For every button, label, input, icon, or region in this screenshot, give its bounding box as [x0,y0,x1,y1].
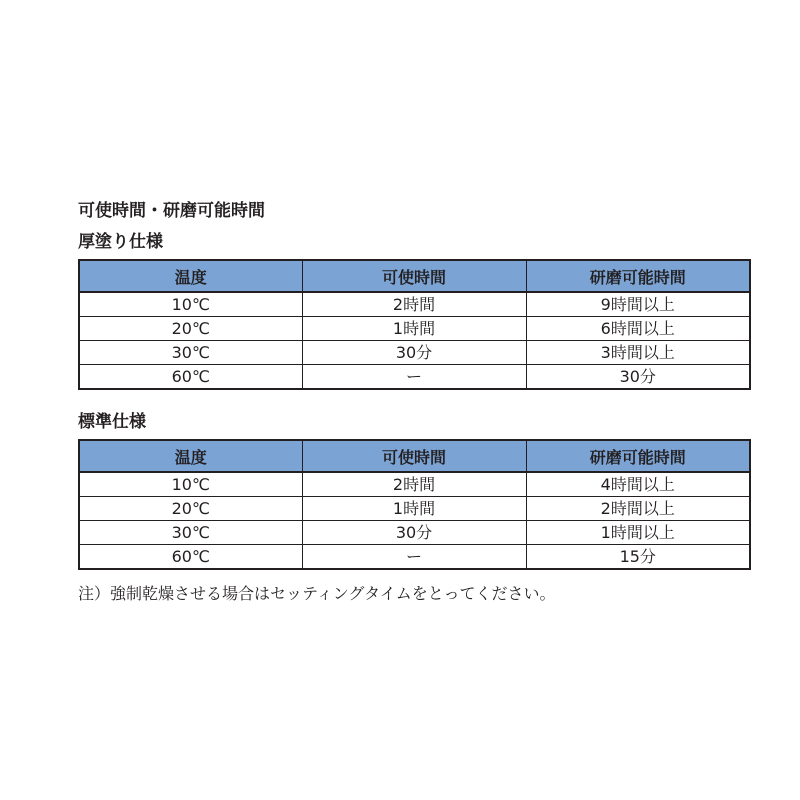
cell-temperature: 30℃ [79,341,302,365]
cell-pot-life: 1時間 [302,317,526,341]
cell-temperature: 60℃ [79,365,302,390]
cell-sandable-time: 9時間以上 [526,292,750,317]
table-header-row [79,440,750,472]
table-header-row [79,260,750,292]
table-row [79,545,750,570]
cell-pot-life: 2時間 [302,292,526,317]
table-row [79,341,750,365]
footnote: 注）強制乾燥させる場合はセッティングタイムをとってください。 [78,584,556,603]
cell-temperature: 60℃ [79,545,302,570]
cell-pot-life: 2時間 [302,472,526,497]
page-title: 可使時間・研磨可能時間 [78,201,265,221]
cell-temperature: 20℃ [79,497,302,521]
cell-sandable-time: 2時間以上 [526,497,750,521]
cell-sandable-time: 1時間以上 [526,521,750,545]
header-temperature: 温度 [79,440,302,472]
header-pot-life: 可使時間 [302,440,526,472]
table-row [79,472,750,497]
table-row [79,365,750,390]
cell-temperature: 10℃ [79,292,302,317]
cell-sandable-time: 6時間以上 [526,317,750,341]
section-title-standard: 標準仕様 [78,412,146,432]
header-temperature: 温度 [79,260,302,292]
header-sandable-time: 研磨可能時間 [526,440,750,472]
cell-sandable-time: 3時間以上 [526,341,750,365]
cell-temperature: 10℃ [79,472,302,497]
cell-sandable-time: 4時間以上 [526,472,750,497]
cell-sandable-time: 15分 [526,545,750,570]
standard-table [78,439,751,570]
cell-temperature: 30℃ [79,521,302,545]
table-row [79,317,750,341]
cell-pot-life: 30分 [302,341,526,365]
header-sandable-time: 研磨可能時間 [526,260,750,292]
thick-coat-table [78,259,751,390]
section-title-thick-coat: 厚塗り仕様 [78,232,163,252]
table-row [79,292,750,317]
cell-pot-life: ー [302,545,526,570]
cell-pot-life: 1時間 [302,497,526,521]
cell-sandable-time: 30分 [526,365,750,390]
cell-temperature: 20℃ [79,317,302,341]
cell-pot-life: ー [302,365,526,390]
header-pot-life: 可使時間 [302,260,526,292]
table-row [79,497,750,521]
cell-pot-life: 30分 [302,521,526,545]
table-row [79,521,750,545]
